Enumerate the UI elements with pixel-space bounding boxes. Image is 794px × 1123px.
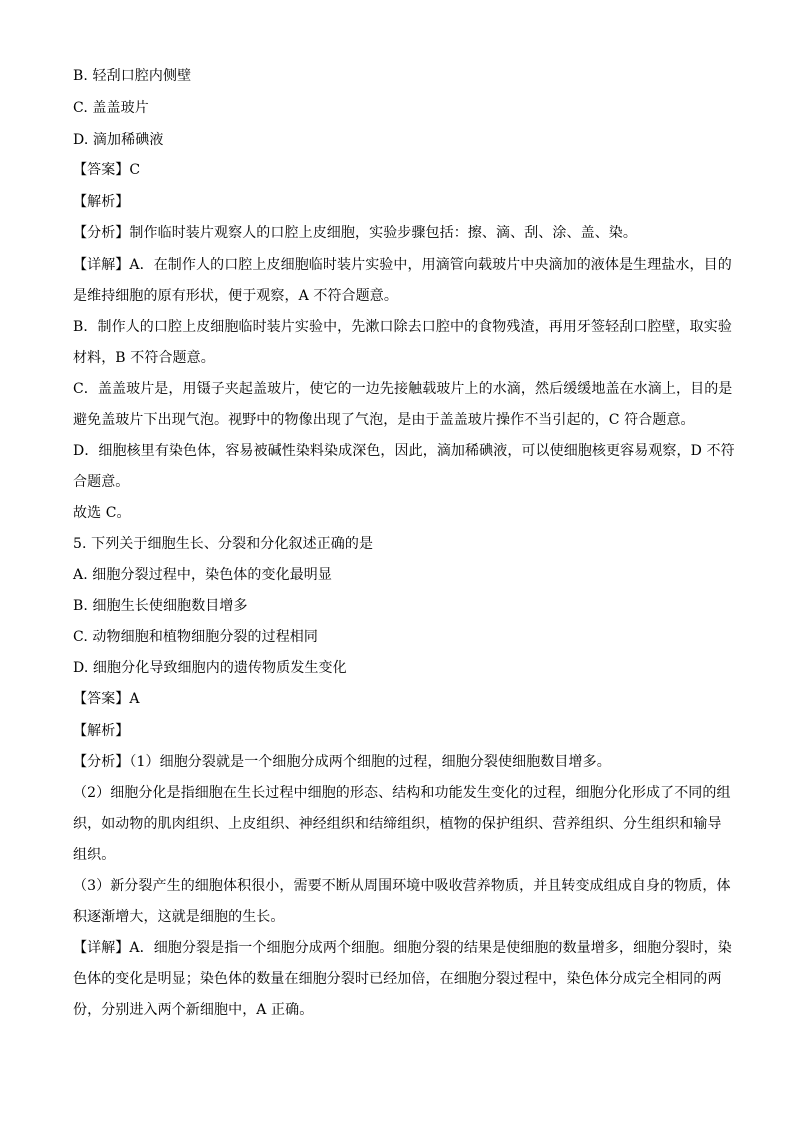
q5-analysis-p2-line1: （2）细胞分化是指细胞在生长过程中细胞的形态、结构和功能发生变化的过程，细胞分化形成了不同的组 xyxy=(73,785,731,801)
q5-analysis-p1: 【分析】（1）细胞分裂就是一个细胞分成两个细胞的过程，细胞分裂使细胞数目增多。 xyxy=(73,754,611,770)
q5-option-b: B. 细胞生长使细胞数目增多 xyxy=(73,598,248,614)
q4-detail-a-line2: 是维持细胞的原有形状，便于观察，A 不符合题意。 xyxy=(73,288,398,304)
q4-detail-c-line2: 避免盖玻片下出现气泡。视野中的物像出现了气泡，是由于盖盖玻片操作不当引起的，C 符合题意。 xyxy=(73,412,695,428)
q4-detail-a-line1: 【详解】A．在制作人的口腔上皮细胞临时装片实验中，用滴管向载玻片中央滴加的液体是生理盐水，目的 xyxy=(73,257,732,273)
q4-analysis-heading: 【解析】 xyxy=(73,194,130,210)
q4-detail-c-line1: C．盖盖玻片是，用镊子夹起盖玻片，使它的一边先接触载玻片上的水滴，然后缓缓地盖在水滴上，目的是 xyxy=(73,381,733,397)
q5-answer: 【答案】A xyxy=(73,691,140,707)
q4-detail-b-line1: B．制作人的口腔上皮细胞临时装片实验中，先漱口除去口腔中的食物残渣，再用牙签轻刮口腔壁，取实验 xyxy=(73,319,732,335)
q4-detail-b-line2: 材料，B 不符合题意。 xyxy=(73,350,215,366)
q5-analysis-p2-line2: 织，如动物的肌肉组织、上皮组织、神经组织和结缔组织，植物的保护组织、营养组织、分生组织和输导 xyxy=(73,816,722,832)
q4-option-b: B. 轻刮口腔内侧壁 xyxy=(73,68,192,84)
q4-analysis-summary: 【分析】制作临时装片观察人的口腔上皮细胞，实验步骤包括：擦、滴、刮、涂、盖、染。 xyxy=(73,225,637,241)
q5-analysis-p3-line2: 积逐渐增大，这就是细胞的生长。 xyxy=(73,909,285,925)
q4-answer: 【答案】C xyxy=(73,162,141,178)
q5-option-d: D. 细胞分化导致细胞内的遗传物质发生变化 xyxy=(73,660,347,676)
q5-detail-a-line3: 份，分别进入两个新细胞中，A 正确。 xyxy=(73,1002,314,1018)
q4-option-c: C. 盖盖玻片 xyxy=(73,100,149,116)
q4-detail-d-line2: 合题意。 xyxy=(73,474,130,490)
q5-analysis-p3-line1: （3）新分裂产生的细胞体积很小，需要不断从周围环境中吸收营养物质，并且转变成组成自身的物质，体 xyxy=(73,878,731,894)
q5-detail-a-line2: 色体的变化是明显；染色体的数量在细胞分裂时已经加倍，在细胞分裂过程中，染色体分成完全相同的两 xyxy=(73,971,722,987)
q5-option-c: C. 动物细胞和植物细胞分裂的过程相同 xyxy=(73,629,319,645)
q4-conclusion: 故选 C。 xyxy=(73,505,131,521)
q4-detail-d-line1: D．细胞核里有染色体，容易被碱性染料染成深色，因此，滴加稀碘液，可以使细胞核更容易观察，D 不符 xyxy=(73,443,735,459)
q5-stem: 5. 下列关于细胞生长、分裂和分化叙述正确的是 xyxy=(73,536,374,552)
q4-option-d: D. 滴加稀碘液 xyxy=(73,132,164,148)
q5-analysis-p2-line3: 组织。 xyxy=(73,847,116,863)
q5-detail-a-line1: 【详解】A．细胞分裂是指一个细胞分成两个细胞。细胞分裂的结果是使细胞的数量增多，细胞分裂时，染 xyxy=(73,940,732,956)
q5-analysis-heading: 【解析】 xyxy=(73,723,130,739)
q5-option-a: A. 细胞分裂过程中，染色体的变化最明显 xyxy=(73,567,333,583)
